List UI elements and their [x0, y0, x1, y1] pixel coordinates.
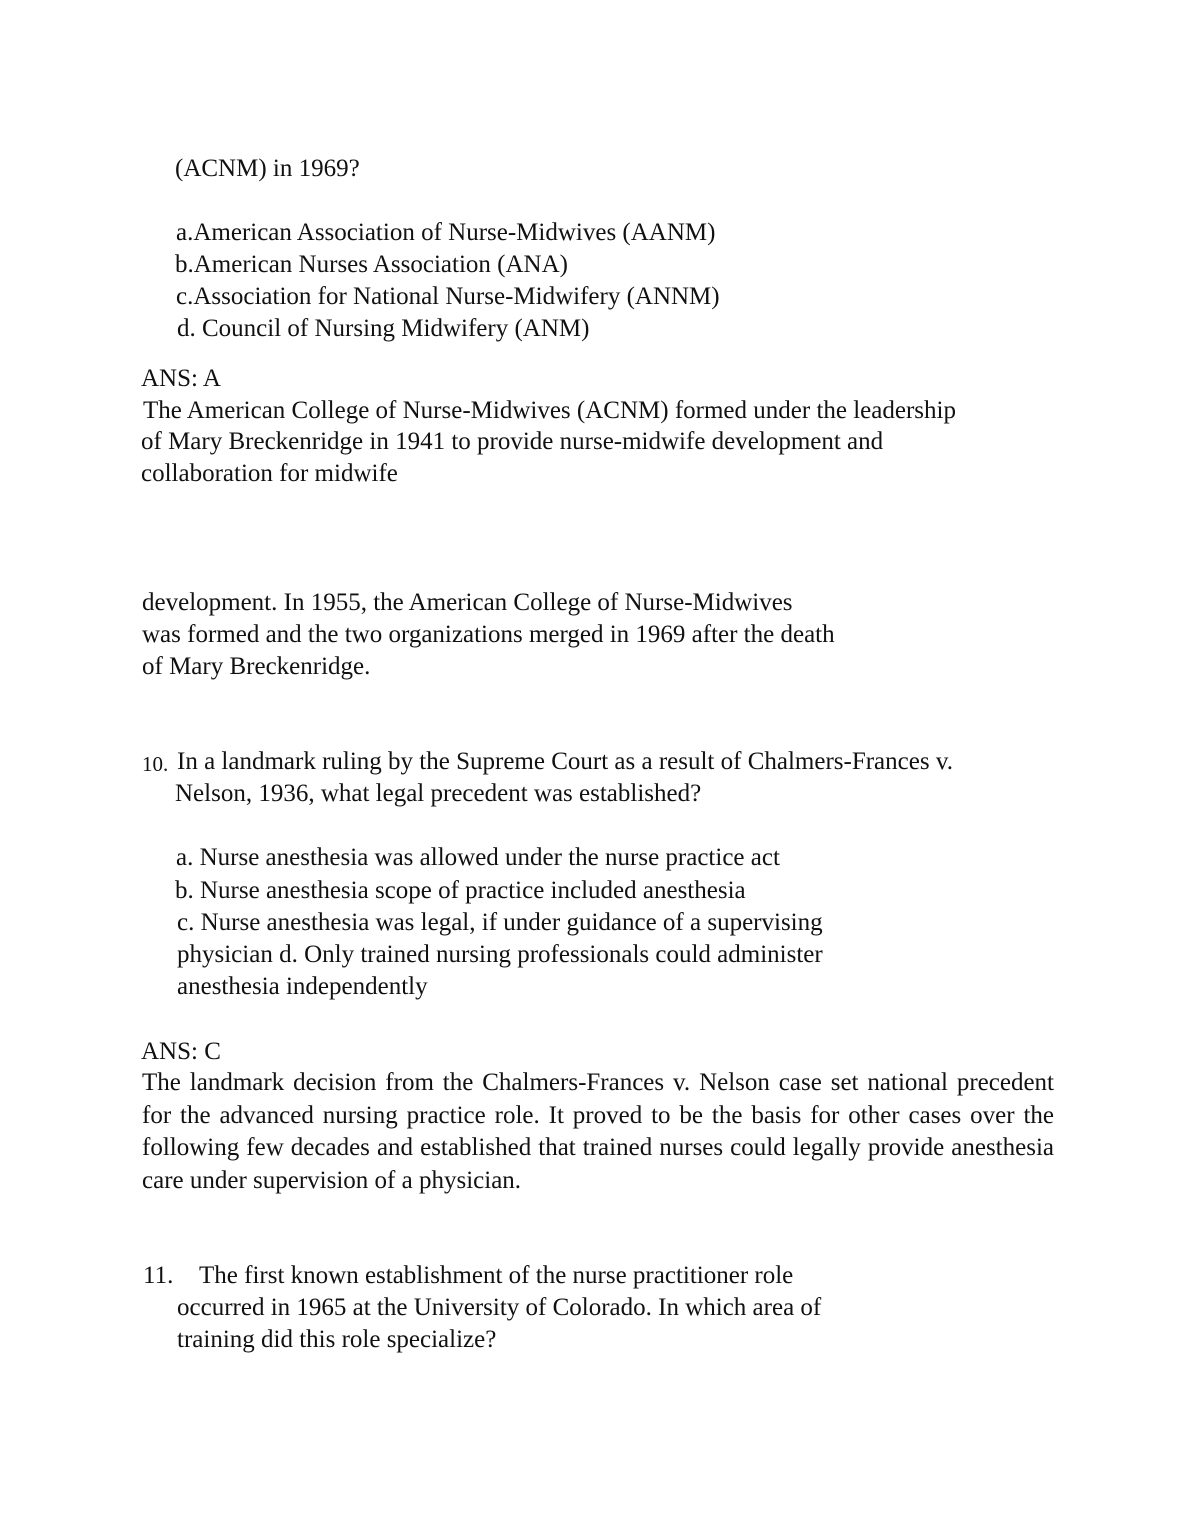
question-10-stem-line-2: Nelson, 1936, what legal precedent was established?	[175, 780, 702, 807]
q9-option-a: a.American Association of Nurse-Midwives (AANM)	[176, 219, 716, 246]
q9-rationale-line-4: development. In 1955, the American College of Nurse-Midwives	[142, 589, 793, 616]
q9-option-b: b.American Nurses Association (ANA)	[175, 251, 568, 278]
q10-option-b: b. Nurse anesthesia scope of practice included anesthesia	[175, 877, 746, 904]
q10-rationale: The landmark decision from the Chalmers-Frances v. Nelson case set national precedent for the advanced nursing practice role. It proved to be the basis for other cases over the following few decades and established that trained nurses could legally provide anesthesia care under supervision of a physician.	[142, 1069, 1054, 1194]
question-11-stem-line-3: training did this role specialize?	[177, 1326, 497, 1353]
question-11-stem-line-1: The first known establishment of the nurse practitioner role	[199, 1262, 794, 1289]
q10-option-c: c. Nurse anesthesia was legal, if under guidance of a supervising	[177, 909, 823, 936]
q9-rationale-line-5: was formed and the two organizations merged in 1969 after the death	[142, 621, 835, 648]
q10-option-a: a. Nurse anesthesia was allowed under the nurse practice act	[176, 844, 780, 871]
q9-rationale-line-6: of Mary Breckenridge.	[142, 653, 371, 680]
q10-option-c-continued: physician d. Only trained nursing professionals could administer	[177, 941, 823, 968]
q9-rationale-line-1: The American College of Nurse-Midwives (ACNM) formed under the leadership	[143, 397, 956, 424]
question-11-stem-line-2: occurred in 1965 at the University of Colorado. In which area of	[177, 1294, 822, 1321]
q9-option-d: d. Council of Nursing Midwifery (ANM)	[177, 315, 590, 342]
q9-rationale-line-3: collaboration for midwife	[141, 460, 398, 487]
q9-rationale-line-2: of Mary Breckenridge in 1941 to provide nurse-midwife development and	[141, 428, 884, 455]
question-10-stem-line-1: In a landmark ruling by the Supreme Court as a result of Chalmers-Frances v.	[177, 748, 953, 775]
q10-option-d-continued: anesthesia independently	[177, 973, 428, 1000]
question-9-stem-tail: (ACNM) in 1969?	[175, 155, 360, 182]
q10-answer: ANS: C	[141, 1038, 221, 1065]
q9-answer: ANS: A	[141, 365, 221, 392]
question-11-number: 11.	[143, 1262, 174, 1289]
question-10-number: 10.	[142, 752, 169, 776]
q9-option-c: c.Association for National Nurse-Midwifery (ANNM)	[176, 283, 720, 310]
